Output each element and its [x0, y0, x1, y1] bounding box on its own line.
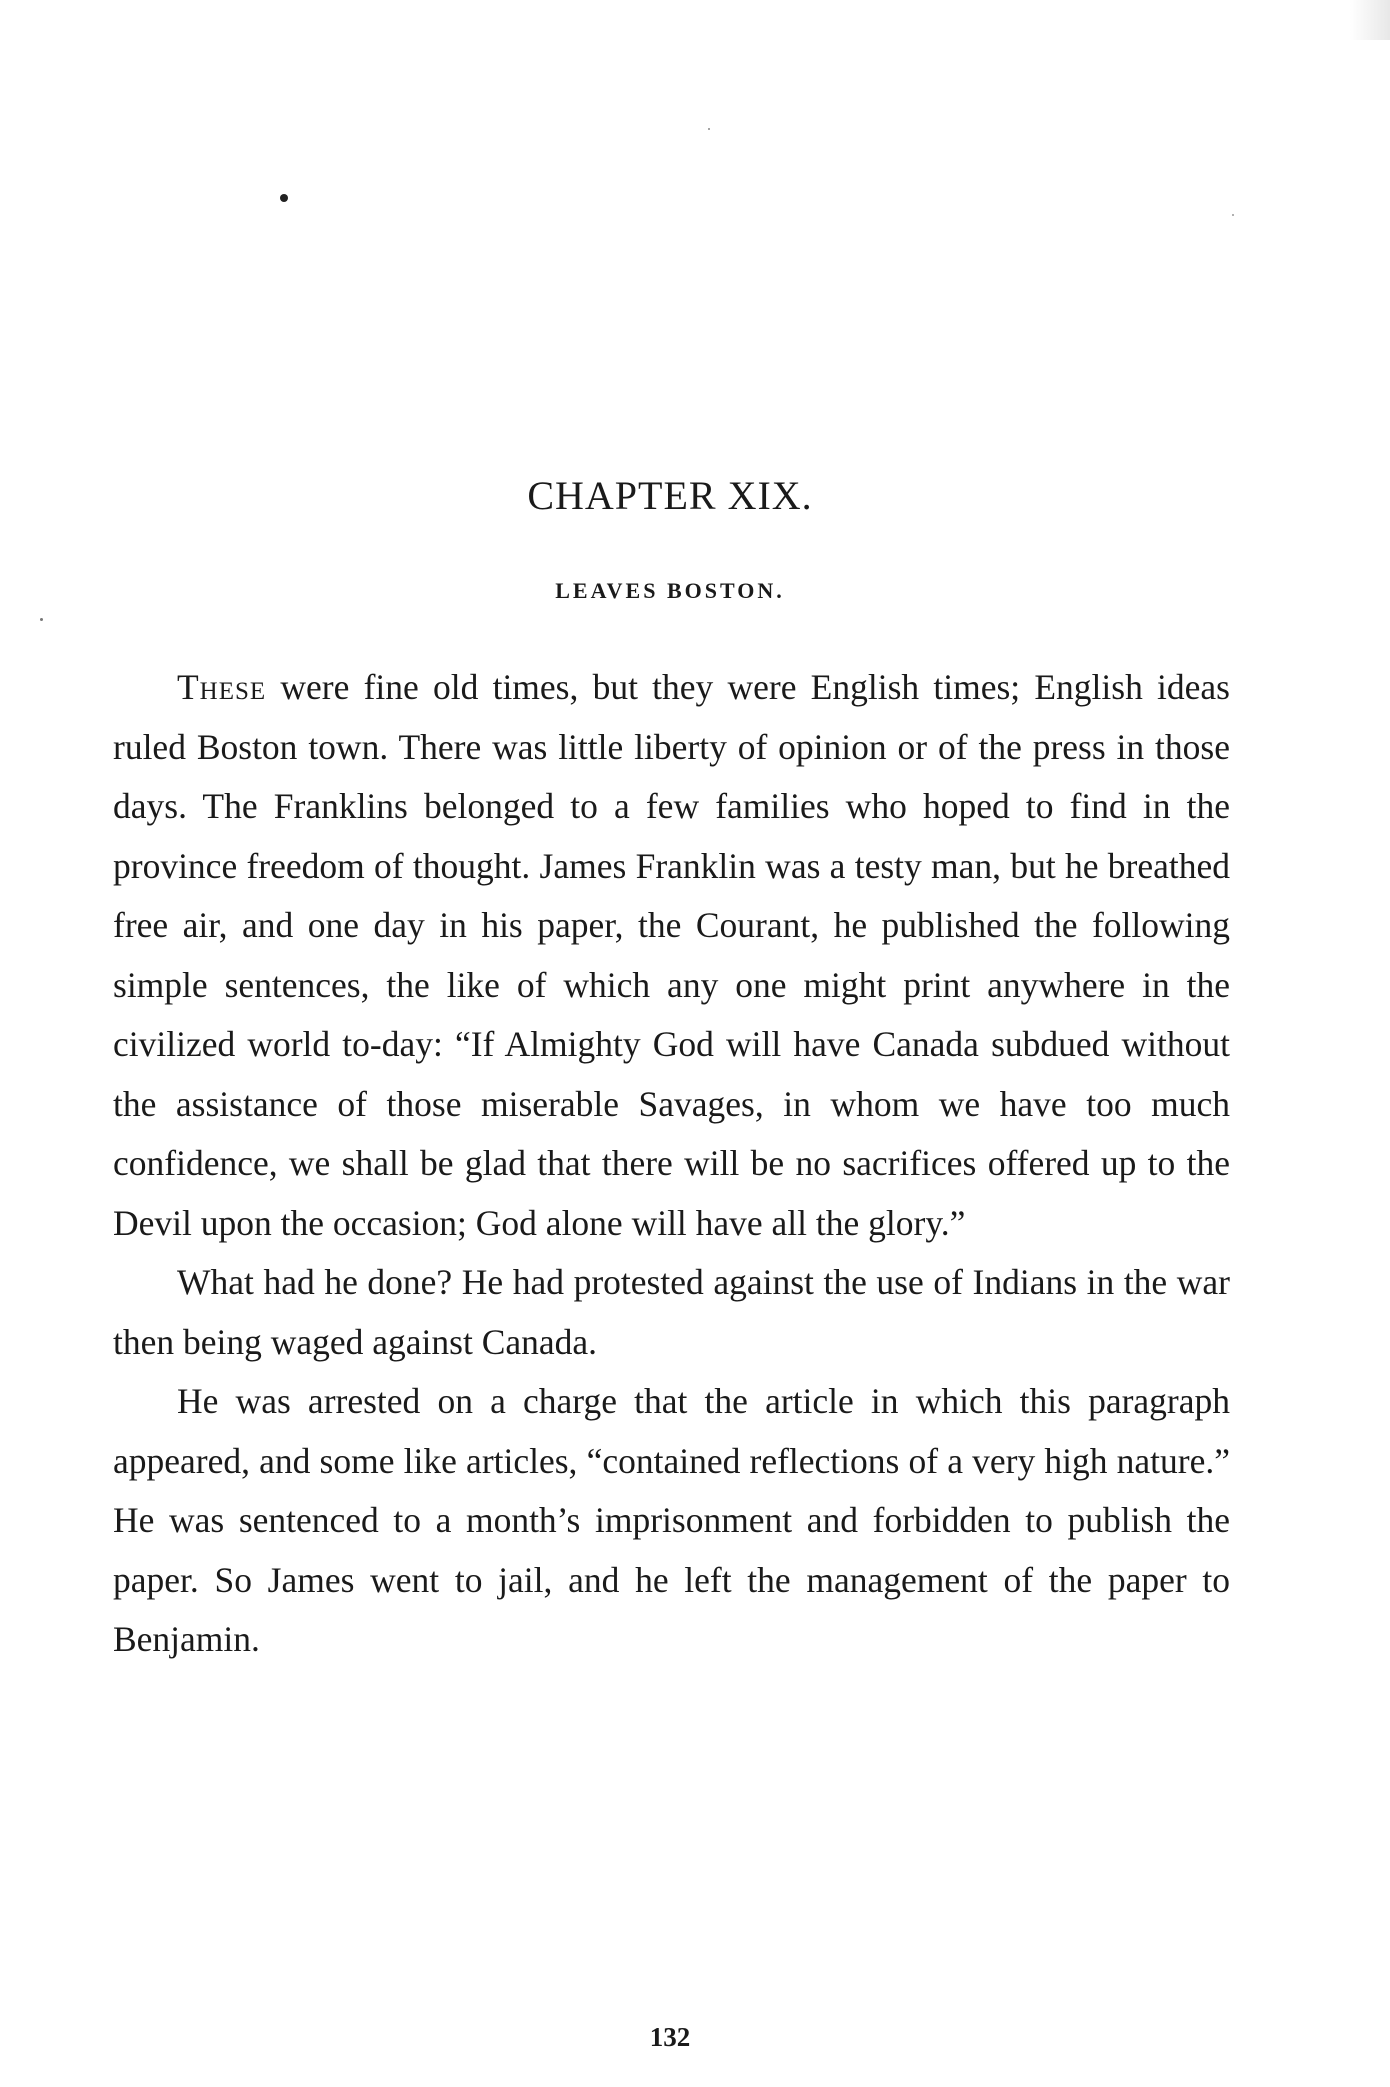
paragraph-lead-word: These [177, 667, 267, 707]
ink-speck [708, 128, 710, 130]
chapter-body [113, 658, 1230, 1670]
paragraph-text: What had he done? He had protested against the use of Indians in the war then being waged against Canada. [113, 1262, 1230, 1362]
ink-speck [280, 194, 288, 202]
ink-speck [1232, 214, 1234, 216]
paragraph-text: He was arrested on a charge that the article in which this paragraph appeared, and some like articles, “contained reflections of a very high nature.” He was sentenced to a month’s imprisonment and forbidden to publish the paper. So James went to jail, and he left the management of the paper to Benjamin. [113, 1381, 1230, 1659]
scan-edge-noise [1350, 0, 1390, 40]
paragraph [113, 1372, 1230, 1670]
paragraph [113, 1253, 1230, 1372]
paragraph [113, 658, 1230, 1253]
paragraph-text: were fine old times, but they were English times; English ideas ruled Boston town. There was little liberty of opinion or of the press in those days. The Franklins belonged to a few families who hoped to find in the province freedom of thought. James Franklin was a testy man, but he breathed free air, and one day in his paper, the Courant, he published the following simple sentences, the like of which any one might print anywhere in the civilized world to-day: “If Almighty God will have Canada subdued without the assistance of those miserable Savages, in whom we have too much confidence, we shall be glad that there will be no sacrifices offered up to the Devil upon the occasion; God alone will have all the glory.” [113, 667, 1230, 1243]
chapter-title: CHAPTER XIX. [527, 473, 813, 518]
page-number: 132 [649, 2022, 691, 2052]
chapter-subtitle: LEAVES BOSTON. [555, 578, 785, 603]
ink-speck [40, 618, 43, 621]
